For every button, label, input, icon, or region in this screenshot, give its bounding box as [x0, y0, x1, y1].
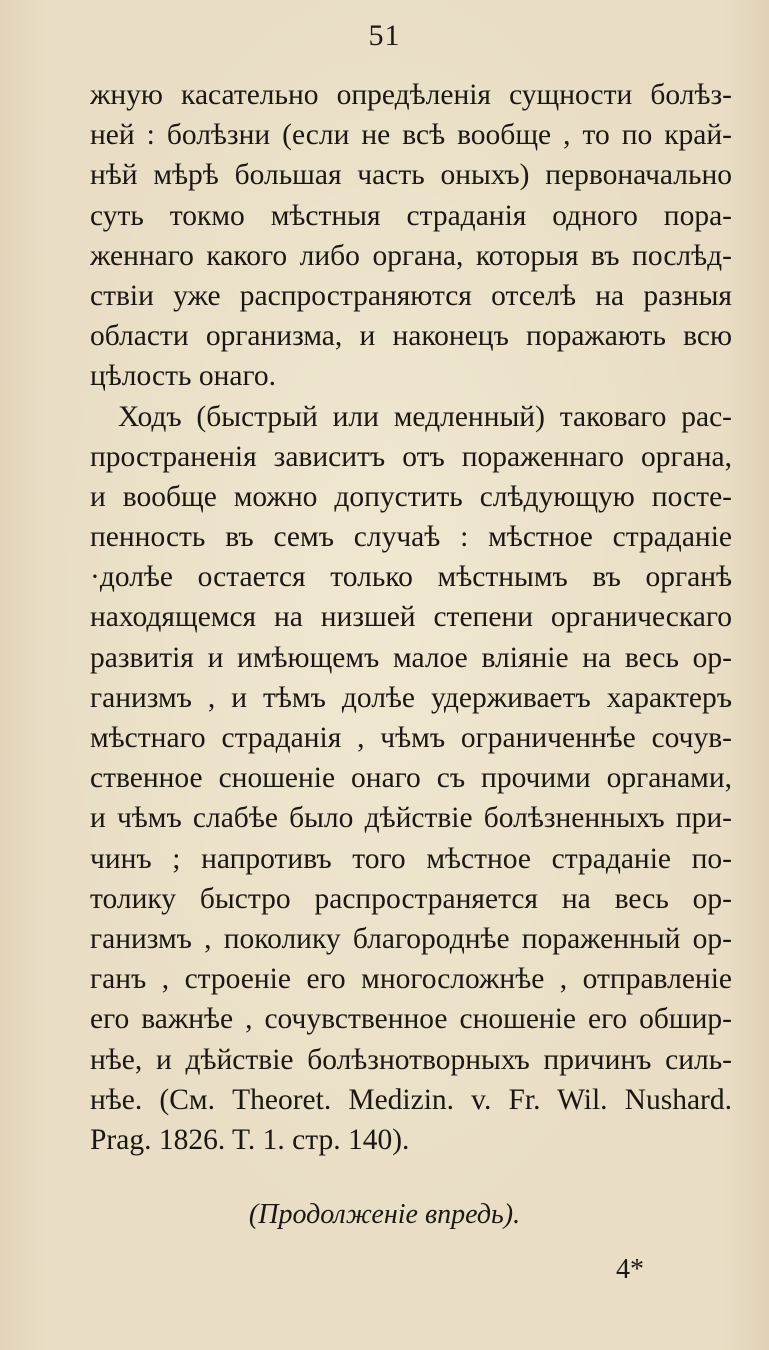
paragraph-start-line: Ходъ (быстрый или медленный) таковаго рас- — [118, 400, 732, 433]
text-line: ·долѣе остается только мѣстнымъ въ органѣ — [90, 561, 732, 594]
text-line: женнаго какого либо органа, которыя въ послѣд- — [90, 239, 732, 272]
text-line: нѣй мѣрѣ большая часть оныхъ) первоначально — [90, 159, 732, 192]
text-line: области организма, и наконецъ поражають всю — [90, 320, 732, 353]
text-line: жную касательно опредѣленія сущности болѣз- — [90, 79, 732, 111]
text-line: развитія и имѣющемъ малое вліяніе на весь ор- — [90, 641, 732, 674]
text-line: ствіи уже распространяются отселѣ на разныя — [90, 279, 732, 312]
text-line: ганизмъ , и тѣмъ долѣе удерживаетъ характеръ — [90, 681, 732, 714]
text-line: ственное сношеніе онаго съ прочими органами, — [90, 762, 732, 795]
page-number: 51 — [368, 19, 401, 52]
text-line: нѣе. (См. Theoret. Medizin. v. Fr. Wil. Nushard. — [90, 1083, 732, 1116]
text-line: его важнѣе , сочувственное сношеніе его обшир- — [90, 1003, 732, 1036]
text-line: толику быстро распространяется на весь ор- — [90, 882, 732, 915]
text-line: и вообще можно допустить слѣдующую посте- — [90, 480, 732, 513]
text-line: пенность въ семъ случаѣ : мѣстное страданіе — [90, 521, 732, 554]
signature-mark: 4* — [616, 1254, 644, 1285]
text-line: нѣе, и дѣйствіе болѣзнотворныхъ причинъ силь- — [90, 1043, 732, 1076]
text-line: чинъ ; напротивъ того мѣстное страданіе по- — [90, 842, 732, 875]
text-line: и чѣмъ слабѣе было дѣйствіе болѣзненныхъ при- — [90, 802, 732, 835]
text-line: мѣстнаго страданія , чѣмъ ограниченнѣе сочув- — [90, 722, 732, 754]
text-line: находящемся на низшей степени органическаго — [90, 601, 732, 634]
continuation-note: (Продолженіе впредь). — [248, 1199, 521, 1230]
text-line: ганизмъ , поколику благороднѣе пораженный ор- — [90, 922, 732, 955]
text-line: ней : болѣзни (если не всѣ вообще , то по край- — [90, 119, 732, 152]
body-text — [90, 75, 732, 1160]
text-line: суть токмо мѣстныя страданія одного пора- — [90, 199, 732, 232]
paragraph-end-line: цѣлость онаго. — [90, 360, 276, 393]
text-line: ганъ , строеніе его многосложнѣе , отправленіе — [90, 963, 732, 996]
text-line: пространенія зависитъ отъ пораженнаго органа, — [90, 440, 732, 473]
paragraph-end-line: Prag. 1826. T. 1. стр. 140). — [90, 1123, 410, 1156]
